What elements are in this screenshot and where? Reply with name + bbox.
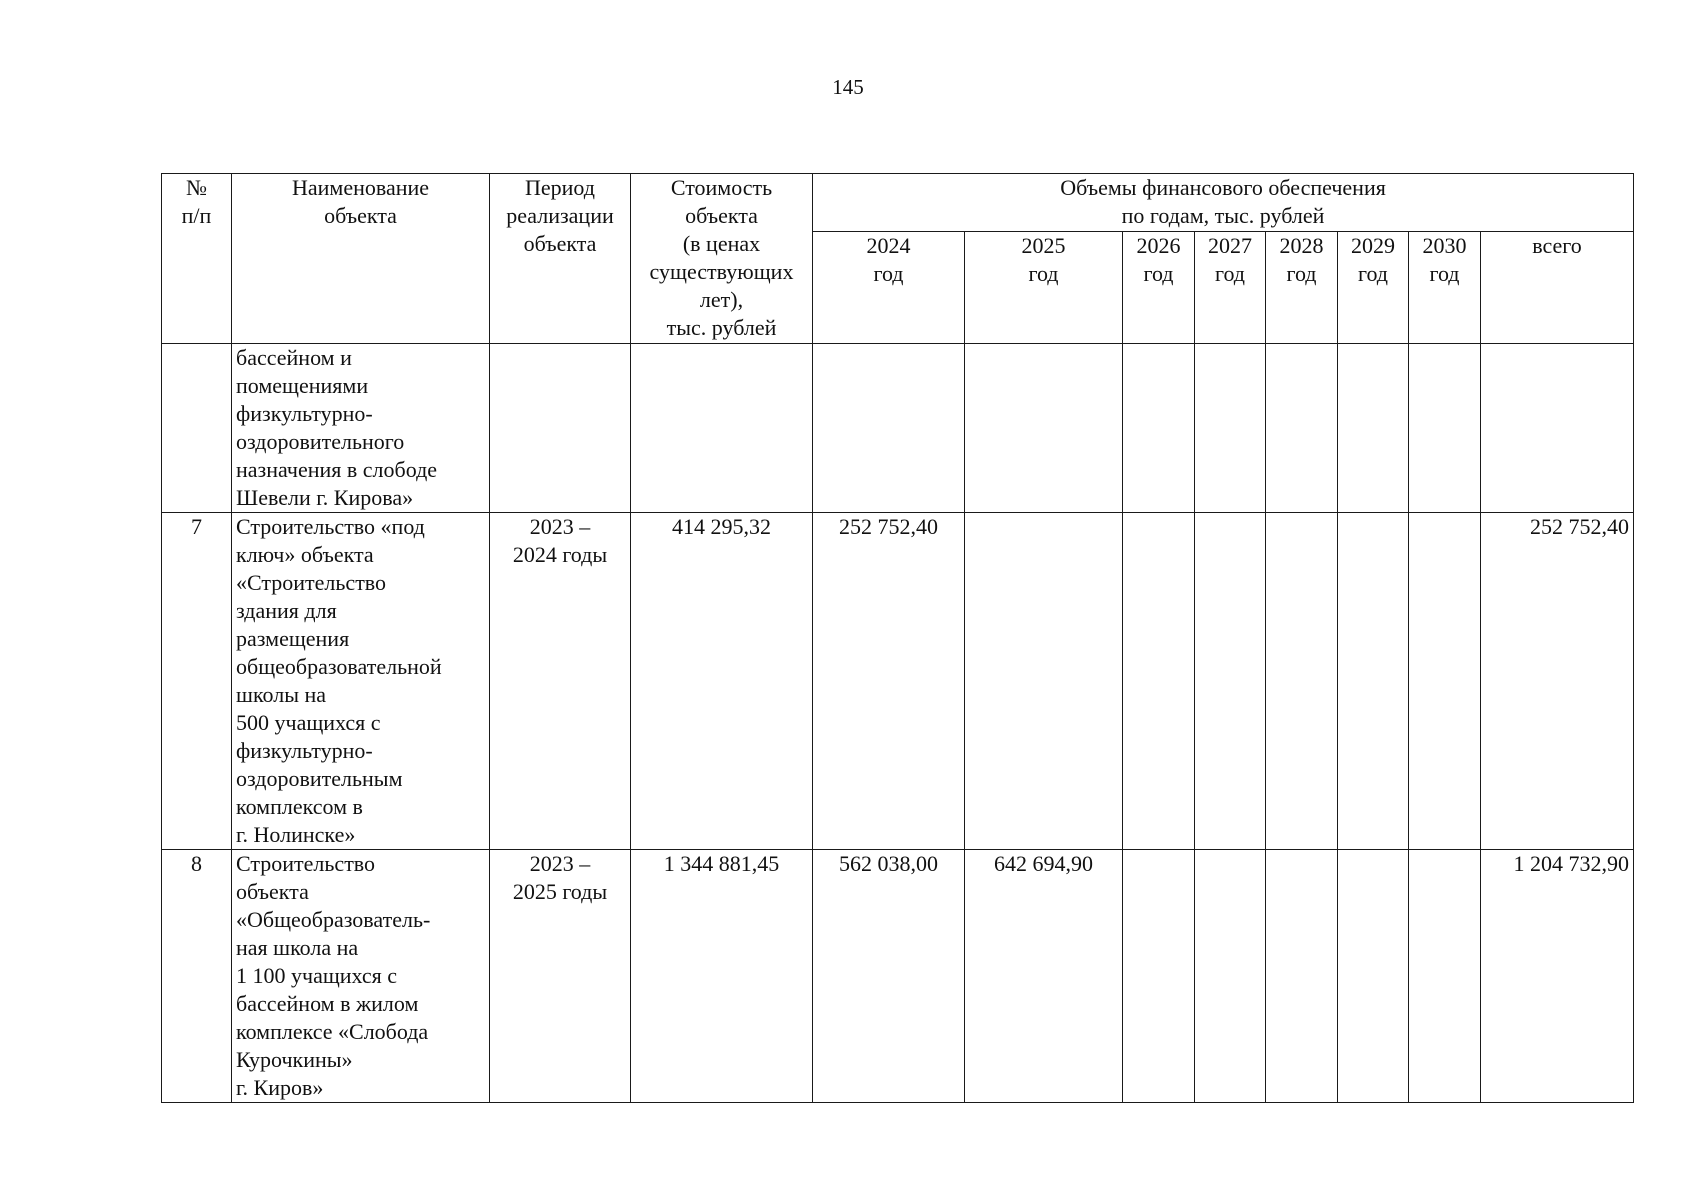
header-year-2029: 2029 год <box>1338 232 1409 344</box>
header-period: Период реализации объекта <box>490 174 631 344</box>
header-total: всего <box>1481 232 1634 344</box>
cell-period <box>490 344 631 513</box>
header-year-2026: 2026 год <box>1123 232 1195 344</box>
cell-2029 <box>1338 850 1409 1103</box>
table-row <box>162 850 1634 1103</box>
cell-2024 <box>813 344 965 513</box>
header-year-2025: 2025 год <box>965 232 1123 344</box>
cell-2030 <box>1409 344 1481 513</box>
cell-2029 <box>1338 344 1409 513</box>
cell-2028 <box>1266 850 1338 1103</box>
cell-2030 <box>1409 513 1481 850</box>
header-row <box>162 174 1634 232</box>
financing-table <box>161 173 1634 1103</box>
cell-2028 <box>1266 513 1338 850</box>
cell-2024: 252 752,40 <box>813 513 965 850</box>
cell-2024: 562 038,00 <box>813 850 965 1103</box>
header-year-2028: 2028 год <box>1266 232 1338 344</box>
cell-2025 <box>965 513 1123 850</box>
cell-total: 252 752,40 <box>1481 513 1634 850</box>
cell-cost: 414 295,32 <box>631 513 813 850</box>
cell-2026 <box>1123 344 1195 513</box>
cell-2030 <box>1409 850 1481 1103</box>
cell-period: 2023 – 2024 годы <box>490 513 631 850</box>
cell-num <box>162 344 232 513</box>
cell-total <box>1481 344 1634 513</box>
header-funding: Объемы финансового обеспечения по годам, тыс. рублей <box>813 174 1634 232</box>
header-year-2030: 2030 год <box>1409 232 1481 344</box>
cell-2025: 642 694,90 <box>965 850 1123 1103</box>
cell-cost: 1 344 881,45 <box>631 850 813 1103</box>
table-row <box>162 344 1634 513</box>
cell-num: 7 <box>162 513 232 850</box>
cell-2027 <box>1195 850 1266 1103</box>
header-cost: Стоимость объекта (в ценах существующих лет), тыс. рублей <box>631 174 813 344</box>
header-num: № п/п <box>162 174 232 344</box>
header-name: Наименование объекта <box>232 174 490 344</box>
cell-name: Строительство объекта «Общеобразователь- ная школа на 1 100 учащихся с бассейном в жилом комплексе «Слобода Курочкины» г. Киров» <box>232 850 490 1103</box>
cell-name: бассейном и помещениями физкультурно- оздоровительного назначения в слободе Шевели г. Кирова» <box>232 344 490 513</box>
page-number: 145 <box>832 75 864 99</box>
cell-2027 <box>1195 344 1266 513</box>
cell-2028 <box>1266 344 1338 513</box>
cell-2025 <box>965 344 1123 513</box>
header-year-2027: 2027 год <box>1195 232 1266 344</box>
cell-total: 1 204 732,90 <box>1481 850 1634 1103</box>
cell-2026 <box>1123 850 1195 1103</box>
cell-num: 8 <box>162 850 232 1103</box>
cell-2027 <box>1195 513 1266 850</box>
cell-2026 <box>1123 513 1195 850</box>
cell-cost <box>631 344 813 513</box>
cell-name: Строительство «под ключ» объекта «Строительство здания для размещения общеобразовательной школы на 500 учащихся с физкультурно- оздоровительным комплексом в г. Нолинске» <box>232 513 490 850</box>
table-row <box>162 513 1634 850</box>
cell-2029 <box>1338 513 1409 850</box>
header-year-2024: 2024 год <box>813 232 965 344</box>
cell-period: 2023 – 2025 годы <box>490 850 631 1103</box>
